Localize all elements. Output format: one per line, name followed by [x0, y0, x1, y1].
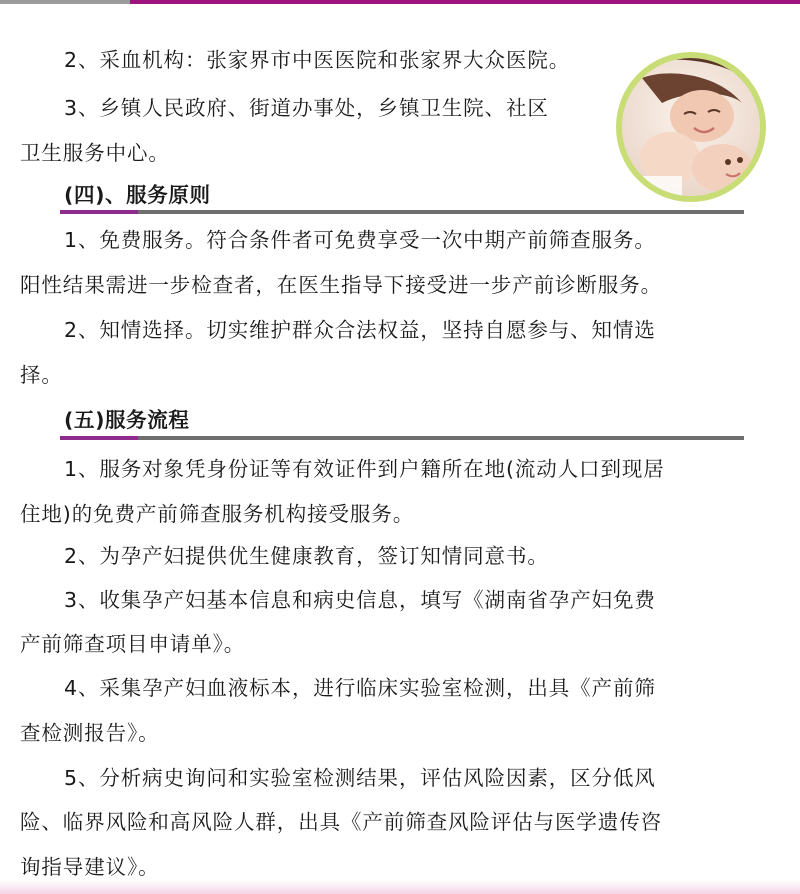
section-divider: [60, 436, 744, 440]
text-line: 卫生服务中心。: [20, 141, 170, 165]
text-line: 阳性结果需进一步检查者，在医生指导下接受进一步产前诊断服务。: [20, 273, 662, 297]
section-divider: [60, 210, 744, 214]
text-line: 询指导建议》。: [20, 855, 160, 879]
text-line: 3、收集孕产妇基本信息和病史信息，填写《湖南省孕产妇免费: [64, 588, 656, 612]
text-line: 2、为孕产妇提供优生健康教育，签订知情同意书。: [64, 544, 549, 568]
top-accent-bar: [0, 0, 800, 4]
section-heading-process: (五)服务流程: [64, 408, 190, 432]
text-line: 1、服务对象凭身份证等有效证件到户籍所在地(流动人口到现居: [64, 457, 665, 481]
text-line: 2、知情选择。切实维护群众合法权益，坚持自愿参与、知情选: [64, 318, 656, 342]
bottom-decor-band: [0, 880, 800, 894]
text-line: 险、临界风险和高风险人群，出具《产前筛查风险评估与医学遗传咨: [20, 810, 662, 834]
text-line: 3、乡镇人民政府、街道办事处，乡镇卫生院、社区: [64, 96, 549, 120]
text-line: 4、采集孕产妇血液标本，进行临床实验室检测，出具《产前筛: [64, 676, 656, 700]
text-line: 查检测报告》。: [20, 721, 160, 745]
mother-baby-illustration: [622, 58, 760, 196]
text-line: 择。: [20, 363, 63, 387]
text-line: 住地)的免费产前筛查服务机构接受服务。: [20, 502, 415, 526]
text-line: 5、分析病史询问和实验室检测结果，评估风险因素，区分低风: [64, 766, 656, 790]
text-line: 2、采血机构：张家界市中医医院和张家界大众医院。: [64, 48, 571, 72]
section-heading-principles: (四)、服务原则: [64, 183, 211, 207]
text-line: 1、免费服务。符合条件者可免费享受一次中期产前筛查服务。: [64, 228, 656, 252]
text-line: 产前筛查项目申请单》。: [20, 632, 246, 656]
mother-baby-photo: [616, 52, 766, 202]
